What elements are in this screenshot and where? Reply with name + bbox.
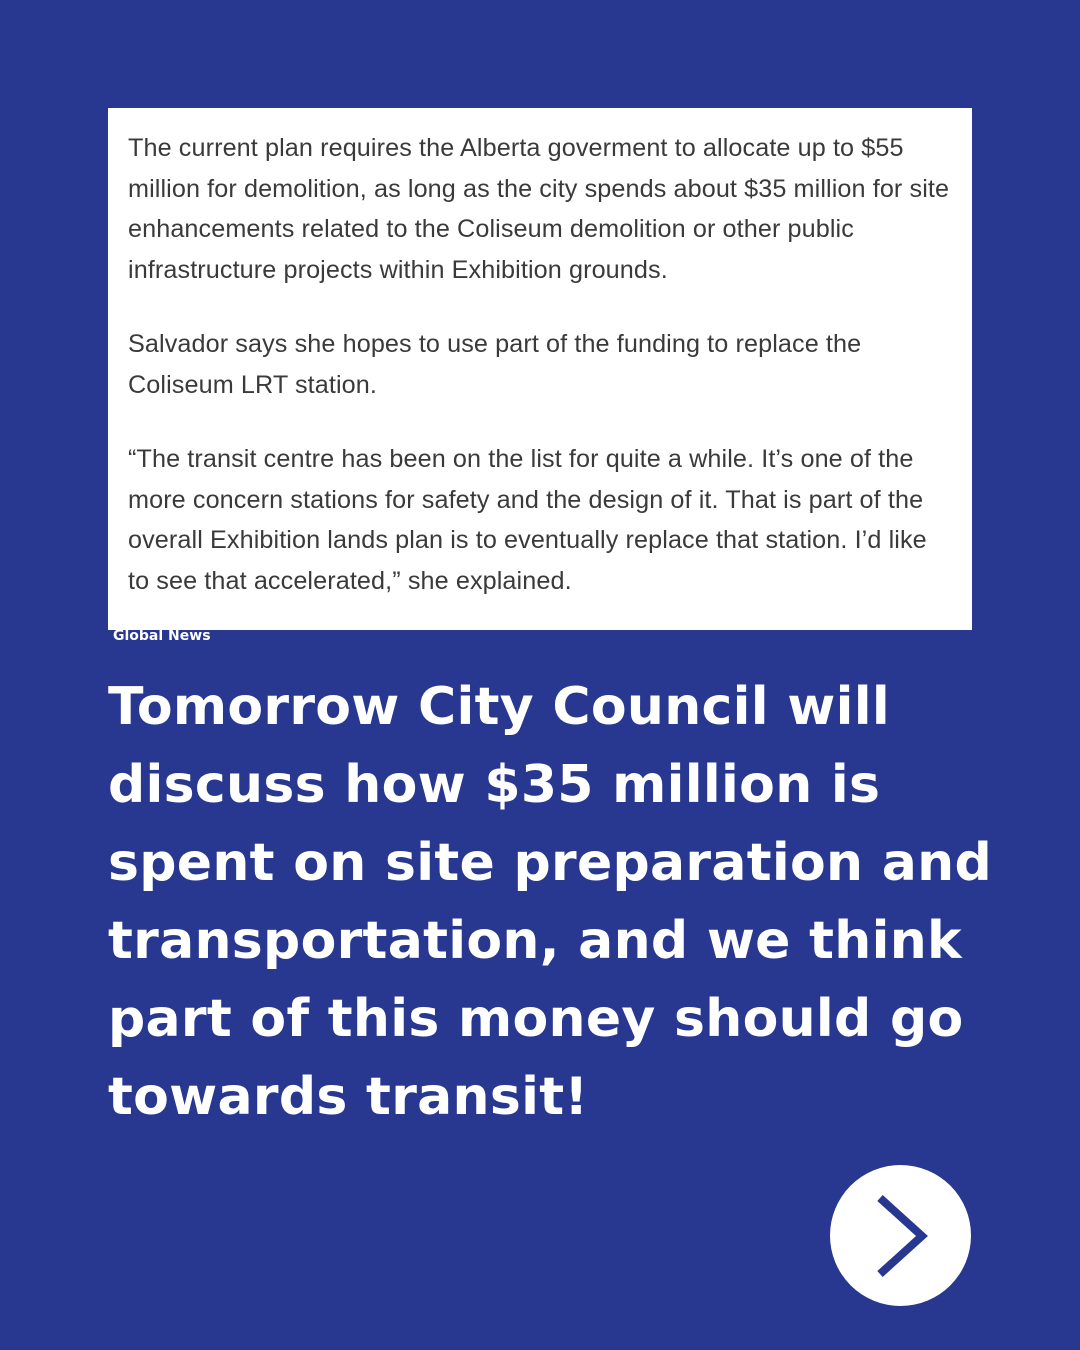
news-quote-card [108,108,972,630]
quote-paragraph: The current plan requires the Alberta goverment to allocate up to $55 million for demolition, as long as the city spends about $35 million for site enhancements related to the Coliseum demolition or other public infrastructure projects within Exhibition grounds. [128,134,950,284]
chevron-right-icon [866,1186,936,1286]
source-caption: Global News [113,628,211,644]
quote-paragraph: Salvador says she hopes to use part of the funding to replace the Coliseum LRT station. [128,330,862,399]
headline: Tomorrow City Council will discuss how $35 million is spent on site preparation and transportation, and we think part of this money should go towards transit! [108,677,993,1127]
next-slide-button[interactable] [830,1165,971,1306]
quote-paragraph: “The transit centre has been on the list for quite a while. It’s one of the more concern stations for safety and the design of it. That is part of the overall Exhibition lands plan is to eventually replace that station. I’d like to see that accelerated,” she explained. [128,445,927,595]
